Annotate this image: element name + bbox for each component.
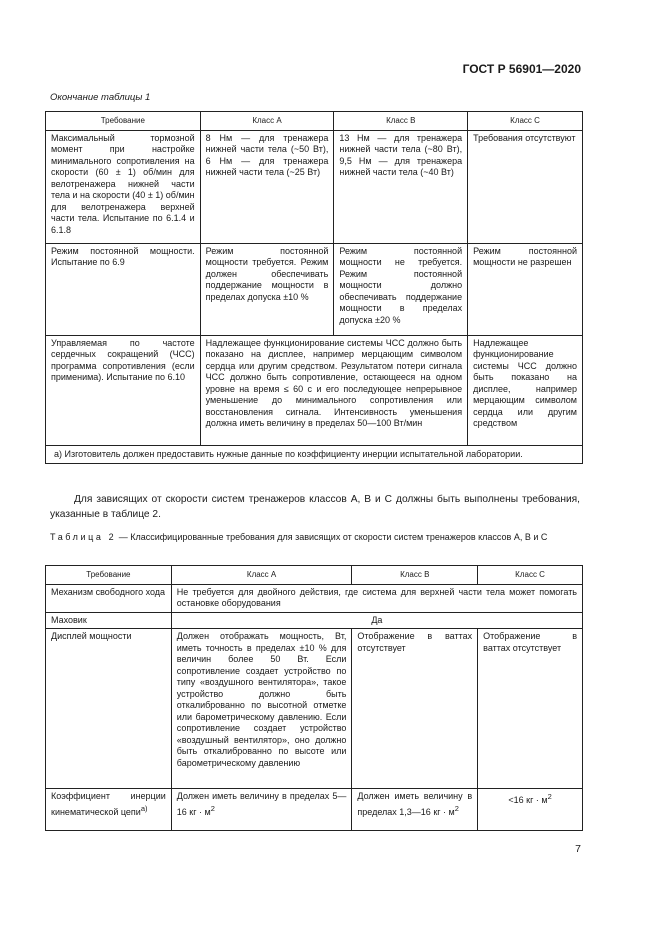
table-2 — [45, 565, 583, 831]
table-row — [46, 789, 583, 831]
table-cell: 8 Нм — для тренажера нижней части тела (~50 Вт), 6 Нм — для тренажера нижней части тела (~25 Вт) — [200, 130, 334, 243]
table-cell: Механизм свободного хода — [46, 584, 172, 612]
table-cell: Не требуется для двойного действия, где система для верхней части тела может помогать остановке оборудования — [171, 584, 582, 612]
table2-caption — [50, 532, 580, 544]
table-header-row — [46, 112, 583, 131]
table-cell: Маховик — [46, 612, 172, 629]
table-cell: Да — [171, 612, 582, 629]
table-cell: Режим постоянной мощности не разрешен — [468, 243, 583, 335]
footnote-row — [46, 445, 583, 464]
header-cell: Класс B — [334, 112, 468, 131]
table-cell: Надлежащее функционирование системы ЧСС должно быть показано на дисплее, например мерцающим символом сердца или другим средством — [468, 335, 583, 445]
cell-text: <16 кг · м — [508, 795, 548, 805]
table-row — [46, 243, 583, 335]
table-cell: Отображение в ваттах отсутствует — [478, 629, 583, 789]
table-cell: Максимальный тормозной момент при настройке минимального сопротивления на скорости (60 ± 1) об/мин для велотренажера нижней части тела и на скорости (40 ± 1) об/мин для велотренажера верхней части тела. Испытание по 6.1.4 и 6.1.8 — [46, 130, 201, 243]
table-row — [46, 629, 583, 789]
header-cell: Класс C — [468, 112, 583, 131]
table-cell: Дисплей мощности — [46, 629, 172, 789]
header-cell: Класс A — [200, 112, 334, 131]
table-cell: Надлежащее функционирование системы ЧСС должно быть показано на дисплее, например мерцающим символом сердца или другим средством. Результатом потери сигнала ЧСС должно быть сопротивление, остающееся на одном уровне на время ≤ 60 с и его последующее непрерывное уменьшение до минимального сопротивления или восстановления сигнала. Интенсивность уменьшения должна иметь величину в пределах 50—100 Вт/мин — [200, 335, 467, 445]
cell-text: Должен иметь величину в пределах 5—16 кг · м — [176, 791, 347, 817]
table-cell: Режим постоянной мощности требуется. Режим должен обеспечивать поддержание мощности в пределах допуска ±10 % — [200, 243, 334, 335]
footnote-marker: а) — [140, 803, 148, 813]
table2-caption-text: — Классифицированные требования для зависящих от скорости систем тренажеров классов A, B и C — [116, 532, 548, 542]
table2-caption-label: Таблица 2 — [50, 532, 117, 542]
header-cell: Класс A — [171, 566, 352, 585]
table-row — [46, 130, 583, 243]
table-cell — [46, 789, 172, 831]
body-paragraph: Для зависящих от скорости систем тренажеров классов A, B и C должны быть выполнены требования, указанные в таблице 2. — [50, 494, 580, 520]
page-number: 7 — [575, 843, 581, 855]
table-cell: Отображение в ваттах отсутствует — [352, 629, 478, 789]
header-cell: Требование — [46, 566, 172, 585]
table-1 — [45, 111, 583, 464]
table-cell: Режим постоянной мощности. Испытание по 6.9 — [46, 243, 201, 335]
superscript: 2 — [547, 792, 552, 801]
table-header-row — [46, 566, 583, 585]
table-cell — [478, 789, 583, 831]
table-cell: 13 Нм — для тренажера нижней части тела (~80 Вт), 9,5 Нм — для тренажера нижней части тела (~40 Вт) — [334, 130, 468, 243]
document-code: ГОСТ Р 56901—2020 — [462, 62, 581, 76]
table-footnote: а) Изготовитель должен предоставить нужные данные по коэффициенту инерции испытательной лаборатории. — [46, 445, 583, 464]
table-row — [46, 612, 583, 629]
table-cell: Должен отображать мощность, Вт, иметь точность в пределах ±10 % для величин более 50 Вт. Если сопротивление создает устройство по типу «воздушного вентилятора», такое устройство должно быть откалиброванно по высотной отметке или барометрическому давлению. Если сопротивление создает устройство «воздушный вентилятор», оно должно быть откалиброванно по высоте или барометрическому давлению — [171, 629, 352, 789]
cell-text: Коэффициент инерции кинематической цепи — [51, 791, 166, 817]
table-cell — [171, 789, 352, 831]
table-row — [46, 335, 583, 445]
table-row — [46, 584, 583, 612]
table-cell: Управляемая по частоте сердечных сокращений (ЧСС) программа сопротивления (если применима). Испытание по 6.10 — [46, 335, 201, 445]
header-cell: Класс C — [478, 566, 583, 585]
header-cell: Требование — [46, 112, 201, 131]
table-cell: Режим постоянной мощности не требуется. Режим постоянной мощности должно обеспечивать поддержание мощности в пределах допуска ±20 % — [334, 243, 468, 335]
table1-caption: Окончание таблицы 1 — [50, 92, 151, 103]
table-cell — [352, 789, 478, 831]
cell-text: Должен иметь величину в пределах 1,3—16 кг · м — [357, 791, 473, 817]
header-cell: Класс B — [352, 566, 478, 585]
superscript: 2 — [454, 803, 459, 813]
table-cell: Требования отсутствуют — [468, 130, 583, 243]
superscript: 2 — [210, 803, 215, 813]
